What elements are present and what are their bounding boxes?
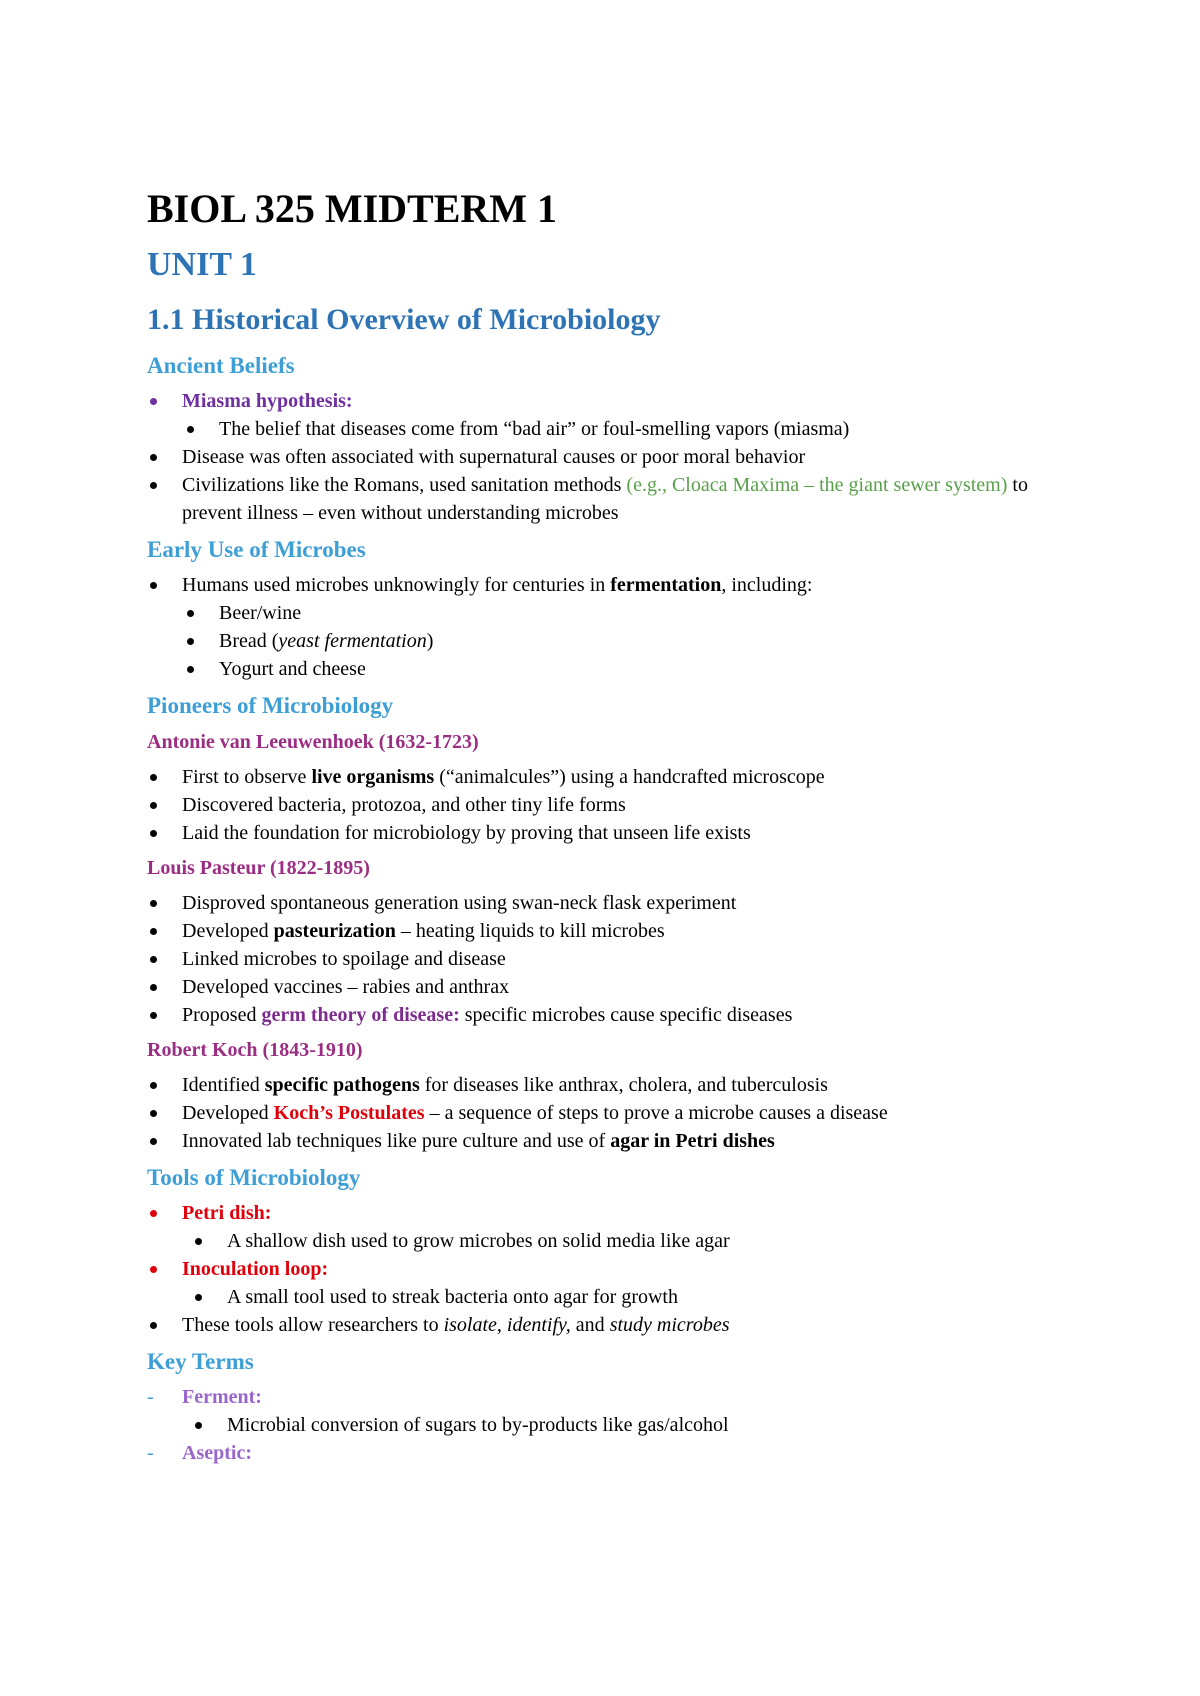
miasma-detail: The belief that diseases come from “bad air” or foul-smelling vapors (miasma) — [219, 418, 850, 440]
unit-heading: UNIT 1 — [147, 246, 257, 283]
list-item — [147, 599, 1077, 627]
bullet-icon — [150, 1266, 157, 1273]
cloaca-maxima-note: (e.g., Cloaca Maxima – the giant sewer system) — [626, 474, 1008, 496]
pasteur-heading: Louis Pasteur (1822-1895) — [147, 857, 370, 879]
koch-i1-a: Identified — [182, 1074, 265, 1096]
early-intro-a: Humans used microbes unknowingly for centuries in — [182, 574, 611, 596]
list-item — [147, 471, 1077, 527]
ancient-beliefs-list — [147, 387, 1077, 527]
document-content — [147, 185, 1077, 1473]
bullet-icon — [150, 928, 157, 935]
tools-i3-a: These tools allow researchers to — [182, 1314, 444, 1336]
bullet-icon — [150, 830, 157, 837]
bullet-icon — [187, 666, 194, 673]
leeuwenhoek-list — [147, 763, 1077, 847]
pasteur-i3: Linked microbes to spoilage and disease — [182, 948, 506, 970]
bullet-icon — [187, 426, 194, 433]
pasteur-list — [147, 889, 1077, 1029]
leeuwenhoek-i1-a: First to observe — [182, 766, 312, 788]
list-item — [147, 917, 1077, 945]
koch-i2-a: Developed — [182, 1102, 274, 1124]
tools-i3-italic-1: isolate, identify, — [443, 1314, 571, 1336]
key-terms-heading: Key Terms — [147, 1349, 254, 1374]
tools-i3-b: and — [570, 1314, 610, 1336]
tools-i3-italic-2: study microbes — [609, 1314, 730, 1336]
list-item — [147, 1255, 1077, 1283]
early-sub-2-a: Bread ( — [219, 630, 279, 652]
dash-icon: - — [147, 1442, 154, 1464]
early-use-list — [147, 571, 1077, 683]
bullet-icon — [150, 398, 157, 405]
bullet-icon — [195, 1238, 202, 1245]
pasteur-i1: Disproved spontaneous generation using swan-neck flask experiment — [182, 892, 737, 914]
ancient-item-3-a: Civilizations like the Romans, used sanitation methods — [182, 474, 627, 496]
dash-icon: - — [147, 1386, 154, 1408]
bullet-icon — [150, 582, 157, 589]
bullet-icon — [195, 1294, 202, 1301]
bullet-icon — [150, 984, 157, 991]
miasma-label: Miasma hypothesis: — [182, 390, 353, 412]
early-use-heading: Early Use of Microbes — [147, 537, 366, 562]
leeuwenhoek-i3: Laid the foundation for microbiology by proving that unseen life exists — [182, 822, 751, 844]
early-sub-2-b: ) — [426, 630, 434, 652]
list-item — [147, 1099, 1077, 1127]
pasteur-i2-a: Developed — [182, 920, 274, 942]
list-item — [147, 973, 1077, 1001]
petri-dish-detail: A shallow dish used to grow microbes on solid media like agar — [227, 1230, 730, 1252]
list-item — [147, 945, 1077, 973]
tools-list — [147, 1199, 1077, 1339]
list-item — [147, 571, 1077, 599]
bullet-icon — [150, 1110, 157, 1117]
ancient-item-2: Disease was often associated with supernatural causes or poor moral behavior — [182, 446, 806, 468]
koch-i3-a: Innovated lab techniques like pure culture and use of — [182, 1130, 611, 1152]
koch-i1-c: for diseases like anthrax, cholera, and tuberculosis — [419, 1074, 828, 1096]
bullet-icon — [150, 1210, 157, 1217]
germ-theory-term: germ theory of disease: — [261, 1004, 460, 1026]
list-item — [147, 819, 1077, 847]
inoculation-loop-label: Inoculation loop: — [182, 1258, 329, 1280]
bullet-icon — [150, 1322, 157, 1329]
bullet-icon — [150, 1082, 157, 1089]
list-item — [147, 1383, 1077, 1411]
koch-i2-c: – a sequence of steps to prove a microbe causes a disease — [424, 1102, 888, 1124]
fermentation-term: fermentation — [610, 574, 722, 596]
early-sub-3: Yogurt and cheese — [219, 658, 366, 680]
pasteur-i5-c: specific microbes cause specific diseases — [459, 1004, 793, 1026]
koch-list — [147, 1071, 1077, 1155]
list-item — [147, 443, 1077, 471]
section-heading: 1.1 Historical Overview of Microbiology — [147, 303, 661, 336]
list-item — [147, 415, 1077, 443]
early-sub-1: Beer/wine — [219, 602, 302, 624]
leeuwenhoek-i1-c: (“animalcules”) using a handcrafted microscope — [434, 766, 825, 788]
bullet-icon — [150, 802, 157, 809]
list-item — [147, 387, 1077, 415]
list-item — [147, 763, 1077, 791]
list-item — [147, 1001, 1077, 1029]
pasteur-i2-c: – heating liquids to kill microbes — [395, 920, 665, 942]
list-item — [147, 1127, 1077, 1155]
aseptic-label: Aseptic: — [182, 1442, 252, 1464]
leeuwenhoek-heading: Antonie van Leeuwenhoek (1632-1723) — [147, 731, 479, 753]
document-title: BIOL 325 MIDTERM 1 — [147, 186, 558, 231]
petri-dish-label: Petri dish: — [182, 1202, 272, 1224]
leeuwenhoek-i2: Discovered bacteria, protozoa, and other tiny life forms — [182, 794, 626, 816]
list-item — [147, 1311, 1077, 1339]
list-item — [147, 791, 1077, 819]
bullet-icon — [150, 482, 157, 489]
list-item — [147, 627, 1077, 655]
early-intro-b: , including: — [721, 574, 813, 596]
ferment-label: Ferment: — [182, 1386, 262, 1408]
yeast-fermentation: yeast fermentation — [278, 630, 427, 652]
bullet-icon — [150, 454, 157, 461]
ancient-beliefs-heading: Ancient Beliefs — [147, 353, 295, 378]
ferment-detail: Microbial conversion of sugars to by-products like gas/alcohol — [227, 1414, 729, 1436]
pasteur-i4: Developed vaccines – rabies and anthrax — [182, 976, 510, 998]
bullet-icon — [187, 610, 194, 617]
list-item — [147, 1283, 1077, 1311]
bullet-icon — [150, 900, 157, 907]
inoculation-loop-detail: A small tool used to streak bacteria onto agar for growth — [227, 1286, 678, 1308]
agar-term: agar in Petri dishes — [610, 1130, 775, 1152]
bullet-icon — [150, 774, 157, 781]
key-terms-list — [147, 1383, 1077, 1467]
tools-heading: Tools of Microbiology — [147, 1165, 361, 1190]
bullet-icon — [150, 1138, 157, 1145]
kochs-postulates-term: Koch’s Postulates — [273, 1102, 425, 1124]
pasteur-i5-a: Proposed — [182, 1004, 262, 1026]
list-item — [147, 1439, 1077, 1467]
list-item — [147, 1227, 1077, 1255]
koch-heading: Robert Koch (1843-1910) — [147, 1039, 363, 1061]
bullet-icon — [150, 1012, 157, 1019]
pioneers-heading: Pioneers of Microbiology — [147, 693, 394, 718]
list-item — [147, 1199, 1077, 1227]
list-item — [147, 889, 1077, 917]
list-item — [147, 1071, 1077, 1099]
bullet-icon — [195, 1422, 202, 1429]
bullet-icon — [187, 638, 194, 645]
list-item — [147, 1411, 1077, 1439]
live-organisms-term: live organisms — [311, 766, 435, 788]
pasteurization-term: pasteurization — [273, 920, 396, 942]
bullet-icon — [150, 956, 157, 963]
list-item — [147, 655, 1077, 683]
ancient-item-3-b: to prevent illness – even without understanding microbes — [182, 474, 1028, 524]
specific-pathogens-term: specific pathogens — [264, 1074, 420, 1096]
